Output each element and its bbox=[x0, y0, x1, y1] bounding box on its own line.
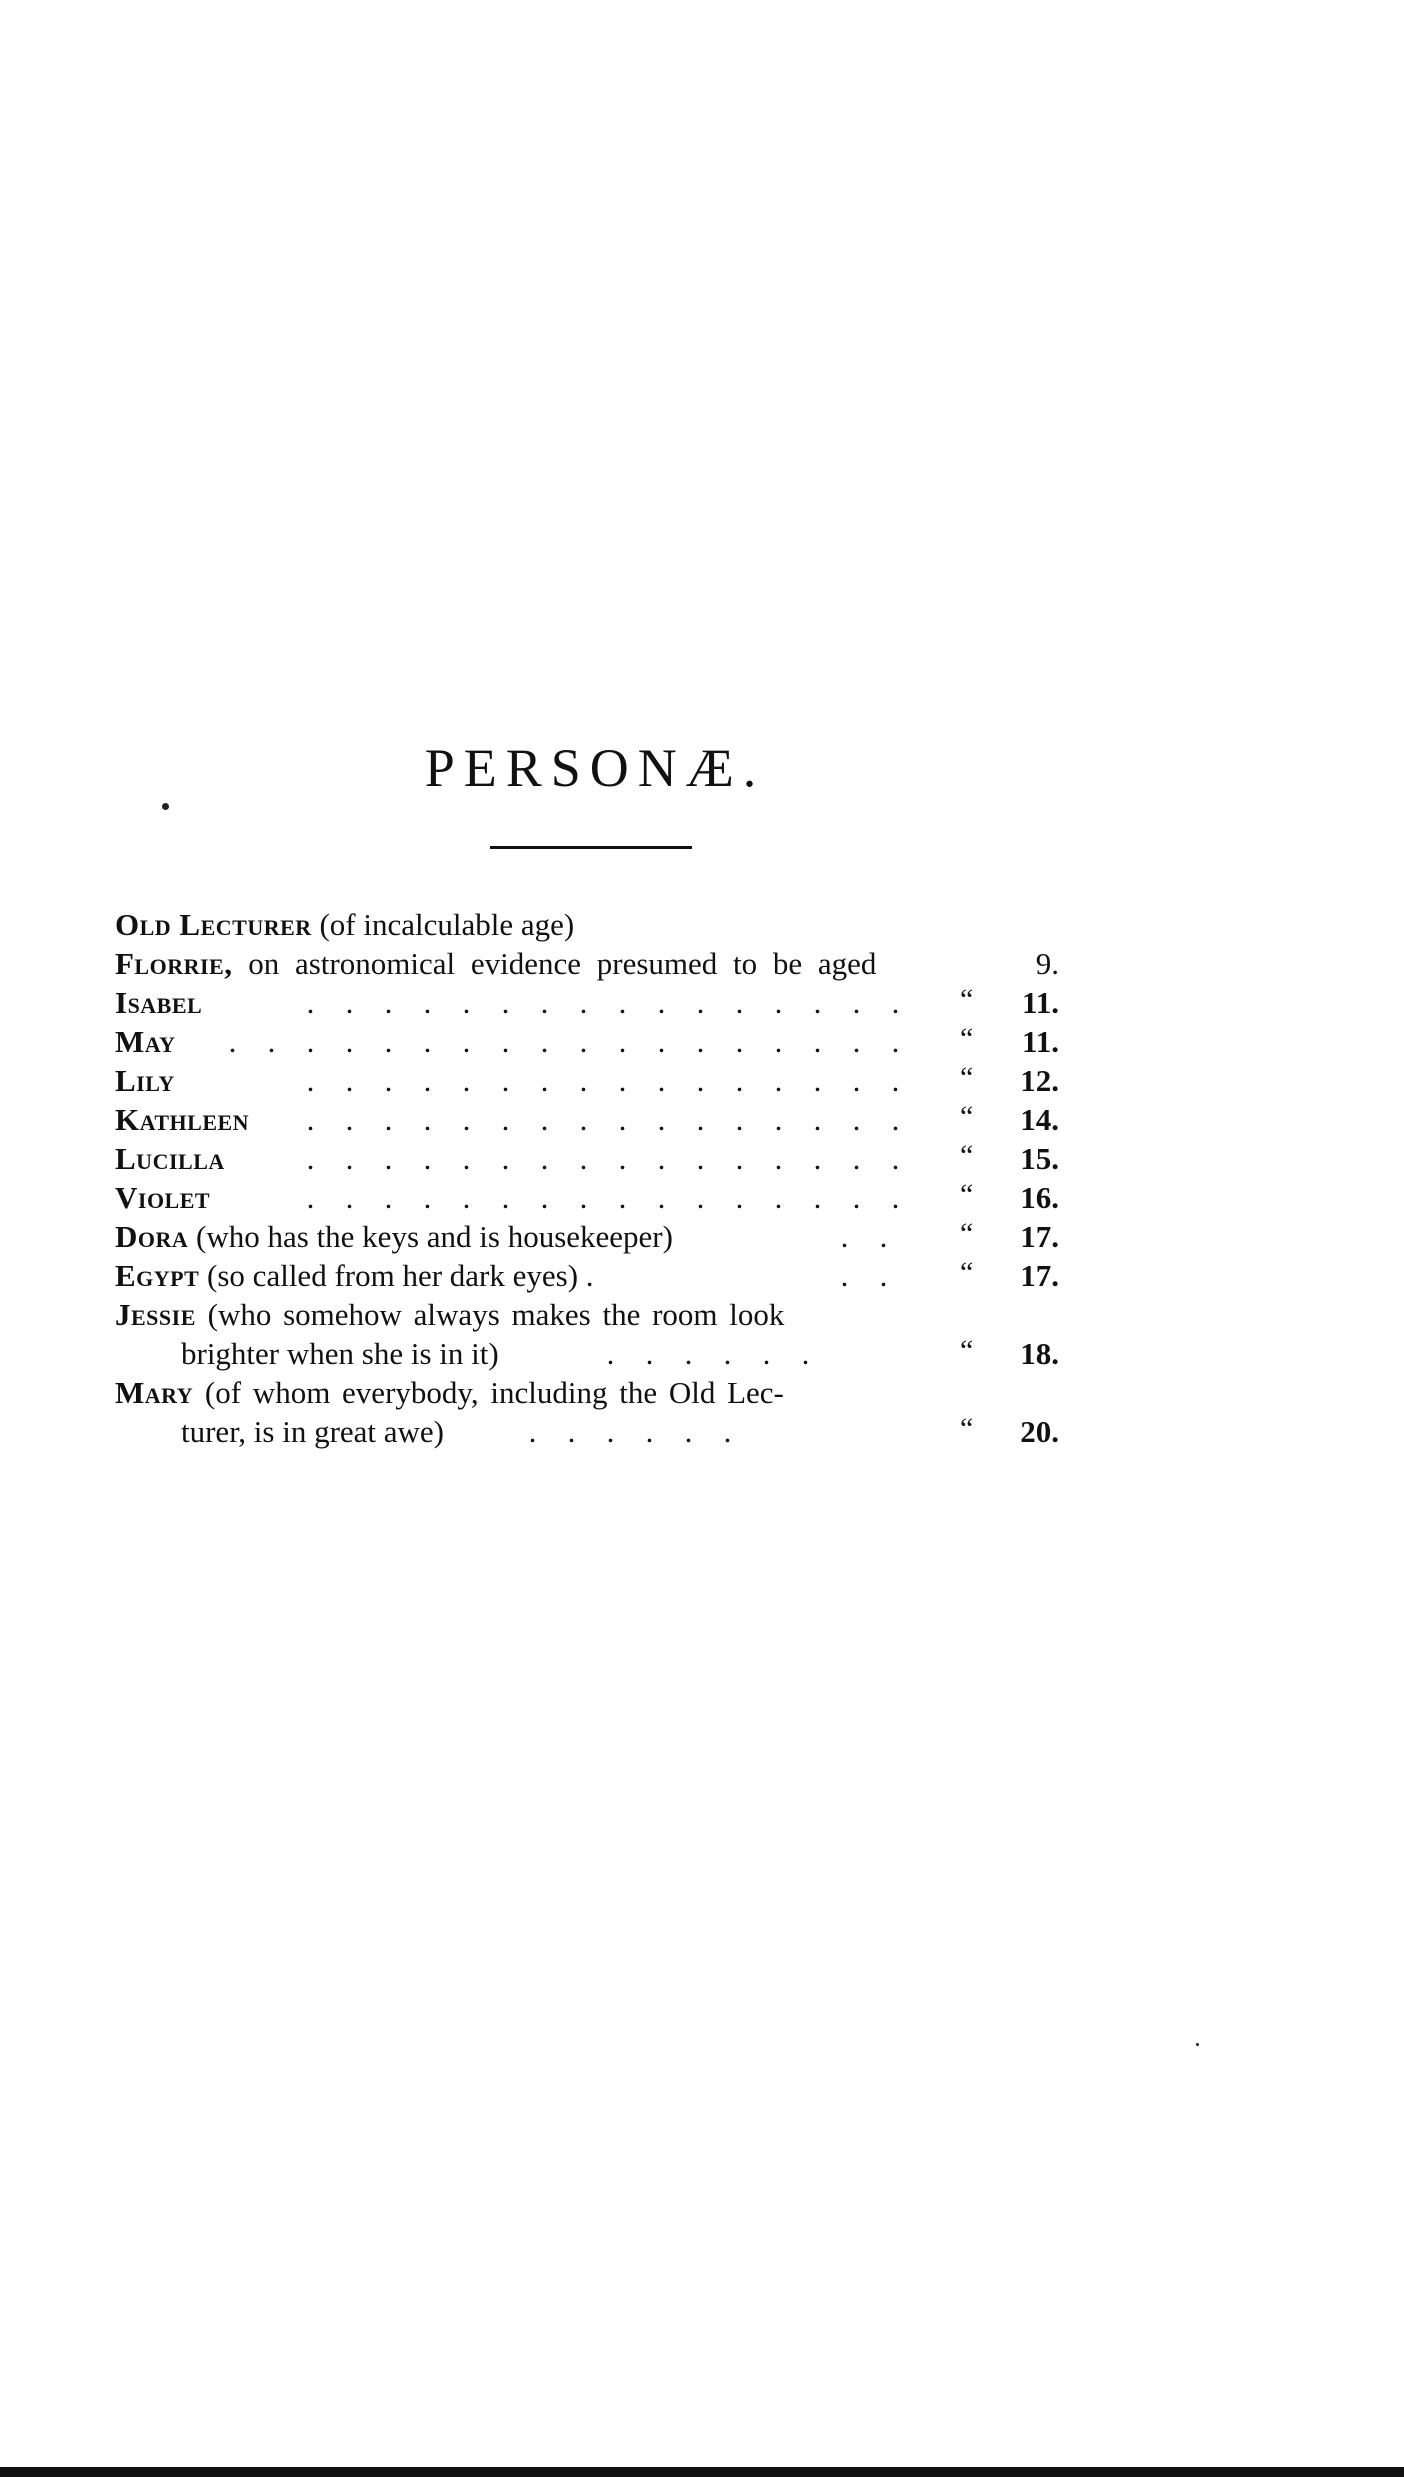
leader-dots: . . . . . . . . . . . . . . . . bbox=[306, 1102, 900, 1137]
ditto-mark: “ bbox=[960, 1412, 974, 1445]
leader-dots: . . . . . . . . . . . . . . . . bbox=[306, 1180, 900, 1215]
page-title: PERSONÆ. bbox=[424, 738, 766, 798]
scan-edge-bar bbox=[0, 2467, 1404, 2477]
ditto-mark: “ bbox=[960, 1178, 974, 1211]
cast-row-egypt bbox=[115, 1256, 1059, 1295]
cast-name: Isabel bbox=[115, 985, 203, 1020]
cast-description: on astronomical evidence presumed to be aged bbox=[232, 946, 877, 981]
cast-name: Mary bbox=[115, 1375, 194, 1410]
leader-dots: . . . . . . bbox=[606, 1336, 810, 1371]
leader-dots: . . . . . . . . . . . . . . . . bbox=[306, 985, 900, 1020]
cast-name: Egypt bbox=[115, 1258, 200, 1293]
cast-name: Kathleen bbox=[115, 1102, 250, 1137]
cast-row-jessie-continued bbox=[115, 1334, 1059, 1373]
cast-name: Lily bbox=[115, 1063, 175, 1098]
cast-description: (of incalculable age) bbox=[311, 907, 575, 942]
cast-name: Old Lecturer bbox=[115, 907, 312, 942]
cast-description: (who somehow always makes the room look bbox=[195, 1297, 785, 1332]
cast-row-violet bbox=[115, 1178, 1059, 1217]
cast-age: 20. bbox=[1020, 1414, 1059, 1449]
cast-age: 9. bbox=[1035, 946, 1059, 981]
cast-name: Florrie, bbox=[115, 946, 233, 981]
cast-name: Violet bbox=[115, 1180, 211, 1215]
ditto-mark: “ bbox=[960, 1334, 974, 1367]
ditto-mark: “ bbox=[960, 1217, 974, 1250]
ditto-mark: “ bbox=[960, 1022, 974, 1055]
cast-age: 15. bbox=[1020, 1141, 1059, 1176]
cast-age: 11. bbox=[1021, 985, 1059, 1020]
cast-description: (of whom everybody, including the Old Lec- bbox=[193, 1375, 784, 1410]
cast-name: Lucilla bbox=[115, 1141, 225, 1176]
cast-row-may bbox=[115, 1022, 1059, 1061]
cast-description-continued: turer, is in great awe) bbox=[181, 1414, 445, 1449]
cast-row-old-lecturer bbox=[115, 905, 1059, 944]
cast-name: May bbox=[115, 1024, 176, 1059]
ditto-mark: “ bbox=[960, 1139, 974, 1172]
cast-name: Jessie bbox=[115, 1297, 196, 1332]
leader-dots: . . . . . . . . . . . . . . . . bbox=[306, 1141, 900, 1176]
cast-row-kathleen bbox=[115, 1100, 1059, 1139]
cast-age: 17. bbox=[1020, 1258, 1059, 1293]
leader-dots: . . bbox=[840, 1258, 888, 1293]
ditto-mark: “ bbox=[960, 1256, 974, 1289]
cast-age: 12. bbox=[1020, 1063, 1059, 1098]
leader-dots: . . . . . . . . . . . . . . . . bbox=[306, 1063, 900, 1098]
cast-row-jessie bbox=[115, 1295, 1059, 1334]
cast-name: Dora bbox=[115, 1219, 189, 1254]
ditto-mark: “ bbox=[960, 1061, 974, 1094]
leader-dots: . . . . . . . . . . . . . . . . . . bbox=[228, 1024, 900, 1059]
ink-speck bbox=[1196, 2043, 1199, 2046]
cast-age: 17. bbox=[1020, 1219, 1059, 1254]
title-rule bbox=[490, 846, 692, 849]
cast-description-continued: brighter when she is in it) bbox=[181, 1336, 499, 1371]
cast-age: 16. bbox=[1020, 1180, 1059, 1215]
cast-row-florrie bbox=[115, 944, 1059, 983]
ink-speck bbox=[162, 803, 169, 810]
ditto-mark: “ bbox=[960, 983, 974, 1016]
cast-age: 18. bbox=[1020, 1336, 1059, 1371]
cast-row-isabel bbox=[115, 983, 1059, 1022]
cast-description: (so called from her dark eyes) . bbox=[199, 1258, 594, 1293]
cast-age: 11. bbox=[1021, 1024, 1059, 1059]
leader-dots: . . bbox=[840, 1219, 888, 1254]
cast-list bbox=[115, 905, 1059, 1451]
cast-age: 14. bbox=[1020, 1102, 1059, 1137]
cast-row-mary-continued bbox=[115, 1412, 1059, 1451]
cast-row-lily bbox=[115, 1061, 1059, 1100]
ditto-mark: “ bbox=[960, 1100, 974, 1133]
leader-dots: . . . . . . bbox=[528, 1414, 732, 1449]
cast-row-mary bbox=[115, 1373, 1059, 1412]
cast-row-dora bbox=[115, 1217, 1059, 1256]
cast-row-lucilla bbox=[115, 1139, 1059, 1178]
cast-description: (who has the keys and is housekeeper) bbox=[188, 1219, 673, 1254]
